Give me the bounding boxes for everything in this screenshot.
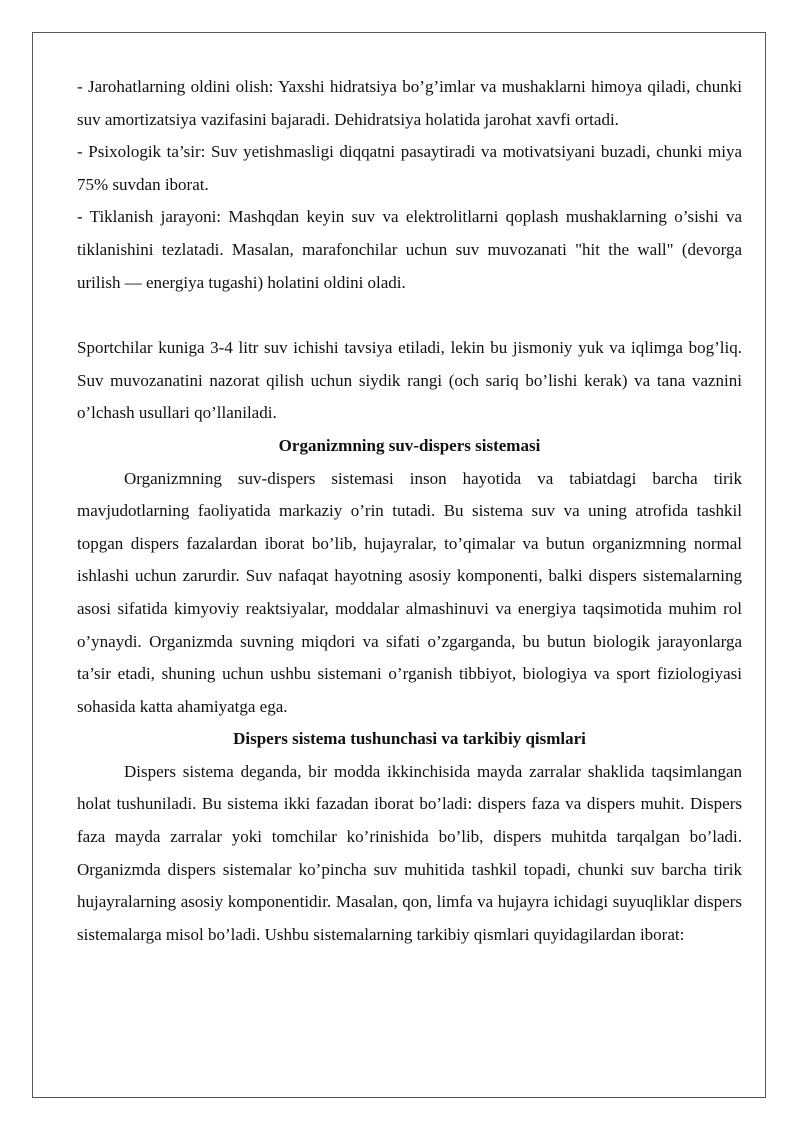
- section-heading-dispersion-concept: Dispers sistema tushunchasi va tarkibiy qismlari: [233, 729, 586, 749]
- bullet-psychological-effect: - Psixologik ta’sir: Suv yetishmasligi diqqatni pasaytiradi va motivatsiyani buzadi, chunki miya 75% suvdan iborat.: [77, 142, 742, 194]
- paragraph-gap: [77, 299, 742, 332]
- recommendation-paragraph: Sportchilar kuniga 3-4 litr suv ichishi tavsiya etiladi, lekin bu jismoniy yuk va iqlimga bog’liq. Suv muvozanatini nazorat qilish uchun siydik rangi (och sariq bo’lishi kerak) va tana vaznini o’lchash usullari qo’llaniladi.: [77, 338, 742, 423]
- section-paragraph-dispersion-concept: Dispers sistema deganda, bir modda ikkinchisida mayda zarralar shaklida taqsimlangan holat tushuniladi. Bu sistema ikki fazadan iborat bo’ladi: dispers faza va dispers muhit. Dispers faza mayda zarralar yoki tomchilar ko’rinishida bo’lib, dispers muhitda tarqalgan bo’ladi. Organizmda dispers sistemalar ko’pincha suv muhitida tashkil topadi, chunki suv barcha tirik hujayralarning asosiy komponentidir. Masalan, qon, limfa va hujayra ichidagi suyuqliklar dispers sistemalarga misol bo’ladi. Ushbu sistemalarning tarkibiy qismlari quyidagilardan iborat:: [77, 761, 742, 944]
- section-paragraph-water-dispersion: Organizmning suv-dispers sistemasi inson hayotida va tabiatdagi barcha tirik mavjudotlarning faoliyatida markaziy o’rin tutadi. Bu sistema suv va uning atrofida tashkil topgan dispers fazalardan iborat bo’lib, hujayralar, to’qimalar va butun organizmning normal ishlashi uchun zarurdir. Suv nafaqat hayotning asosiy komponenti, balki dispers sistemalarning asosi sifatida kimyoviy reaktsiyalar, moddalar almashinuvi va energiya taqsimotida muhim rol o’ynaydi. Organizmda suvning miqdori va sifati o’zgarganda, bu butun biologik jarayonlarga ta’sir etadi, shuning uchun ushbu sistemani o’rganish tibbiyot, biologiya va sport fiziologiyasi sohasida katta ahamiyatga ega.: [77, 468, 742, 716]
- bullet-injury-prevention: - Jarohatlarning oldini olish: Yaxshi hidratsiya bo’g’imlar va mushaklarni himoya qiladi, chunki suv amortizatsiya vazifasini bajaradi. Dehidratsiya holatida jarohat xavfi ortadi.: [77, 77, 742, 129]
- bullet-recovery-process: - Tiklanish jarayoni: Mashqdan keyin suv va elektrolitlarni qoplash mushaklarning o’sishi va tiklanishini tezlatadi. Masalan, marafonchilar uchun suv muvozanati "hit the wall" (devorga urilish — energiya tugashi) holatini oldini oladi.: [77, 207, 742, 292]
- section-heading-water-dispersion: Organizmning suv-dispers sistemasi: [278, 435, 541, 455]
- document-body: [77, 71, 742, 951]
